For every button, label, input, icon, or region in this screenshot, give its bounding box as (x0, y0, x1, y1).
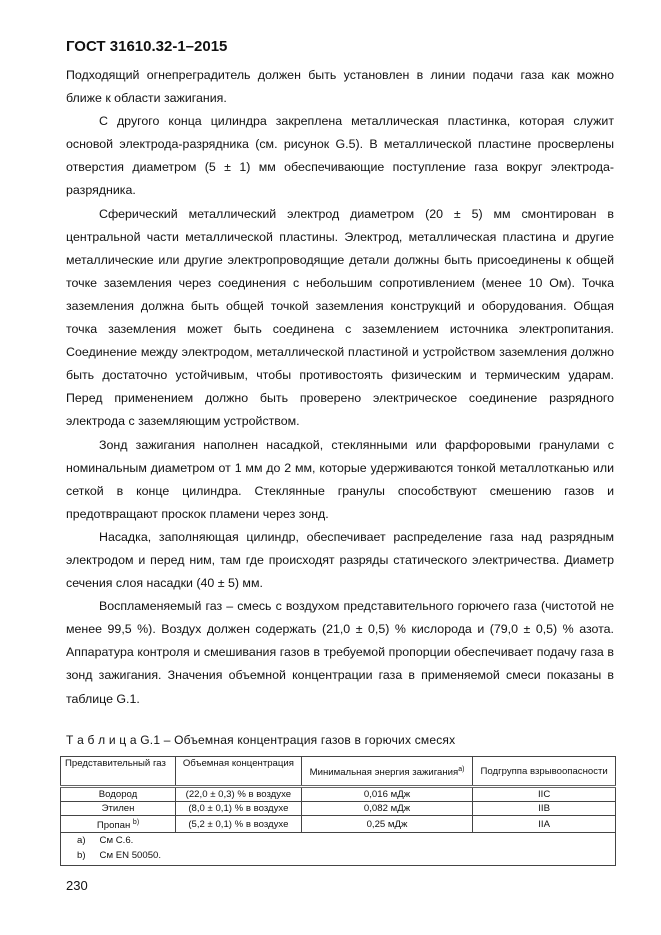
column-header: Подгруппа взрывоопасности (473, 757, 616, 787)
footnote-ref: a) (458, 765, 465, 773)
footnotes-row (61, 833, 616, 866)
gas-cell: Водород (61, 787, 176, 802)
table-header-row (61, 757, 616, 787)
column-header-text: Минимальная энергия зажигания (309, 767, 459, 779)
table-row (61, 787, 616, 802)
paragraph: Насадка, заполняющая цилиндр, обеспечивает распределение газа над разрядным электродом и перед ним, там где происходят разряды статического электричества. Диаметр сечения слоя насадки (40 ± 5) мм. (66, 529, 614, 591)
group-cell: IIC (473, 787, 616, 802)
gas-concentration-table (60, 756, 616, 866)
paragraph: Сферический металлический электрод диаметром (20 ± 5) мм смонтирован в центральной части металлической пластины. Электрод, металлическая пластина и другие металлические или другие электропроводящие детали должны быть присоединены к общей точке заземления через соединения с небольшим сопротивлением (менее 10 Ом). Точка заземления должна быть общей точкой заземления конструкций и оборудования. Общая точка заземления может быть соединена с заземлением источника электропитания. Соединение между электродом, металлической пластиной и устройством заземления должно быть достаточно устойчивым, чтобы противостоять физическим и термическим ударам. Перед применением должно быть проверено электрическое соединение разрядного электрода с заземляющим устройством. (66, 206, 614, 429)
footnote-mark: b) (77, 850, 86, 862)
body-text (66, 64, 614, 711)
document-header: ГОСТ 31610.32-1–2015 (66, 38, 228, 55)
gas-cell: Этилен (61, 802, 176, 816)
paragraph: С другого конца цилиндра закреплена металлическая пластинка, которая служит основой электрода-разрядника (см. рисунок G.5). В металлической пластине просверлены отверстия диаметром (5 ± 1) мм обеспечивающие поступление газа вокруг электрода-разрядника. (66, 114, 614, 198)
concentration-cell: (5,2 ± 0,1) % в воздухе (176, 816, 302, 833)
concentration-cell: (8,0 ± 0,1) % в воздухе (176, 802, 302, 816)
footnotes-cell (61, 833, 616, 866)
paragraph: Зонд зажигания наполнен насадкой, стеклянными или фарфоровыми гранулами с номинальным диаметром от 1 мм до 2 мм, которые удерживаются тонкой металлотканью или сеткой в конце цилиндра. Стеклянные гранулы способствуют смешению газов и предотвращают проскок пламени через зонд. (66, 437, 614, 521)
table-row (61, 802, 616, 816)
concentration-cell: (22,0 ± 0,3) % в воздухе (176, 787, 302, 802)
column-header: Представительный газ (61, 757, 176, 787)
paragraph: Подходящий огнепреградитель должен быть установлен в линии подачи газа как можно ближе к области зажигания. (66, 68, 614, 106)
page-number: 230 (66, 878, 88, 893)
table-row (61, 816, 616, 833)
paragraph: Воспламеняемый газ – смесь с воздухом представительного горючего газа (чистотой не менее 99,5 %). Воздух должен содержать (21,0 ± 0,5) % кислорода и (79,0 ± 0,5) % азота. Аппаратура контроля и смешивания газов в требуемой пропорции обеспечивает подачу газа в зонд зажигания. Значения объемной концентрации газа в применяемой смеси показаны в таблице G.1. (66, 599, 614, 706)
energy-cell: 0,016 мДж (301, 787, 473, 802)
footnote-ref: b) (132, 819, 140, 826)
footnote-mark: a) (77, 835, 86, 847)
footnote (65, 849, 611, 864)
footnote-text: См EN 50050. (99, 850, 162, 862)
energy-cell: 0,25 мДж (301, 816, 473, 833)
group-cell: IIA (473, 816, 616, 833)
gas-name: Пропан (96, 820, 131, 832)
energy-cell: 0,082 мДж (301, 802, 473, 816)
group-cell: IIB (473, 802, 616, 816)
footnote (65, 834, 611, 849)
table-caption: Т а б л и ц а G.1 – Объемная концентрация газов в горючих смесях (66, 733, 456, 747)
footnote-text: См С.6. (99, 835, 134, 847)
gas-cell (61, 816, 176, 833)
column-header (301, 757, 473, 787)
column-header: Объемная концентрация (176, 757, 302, 787)
